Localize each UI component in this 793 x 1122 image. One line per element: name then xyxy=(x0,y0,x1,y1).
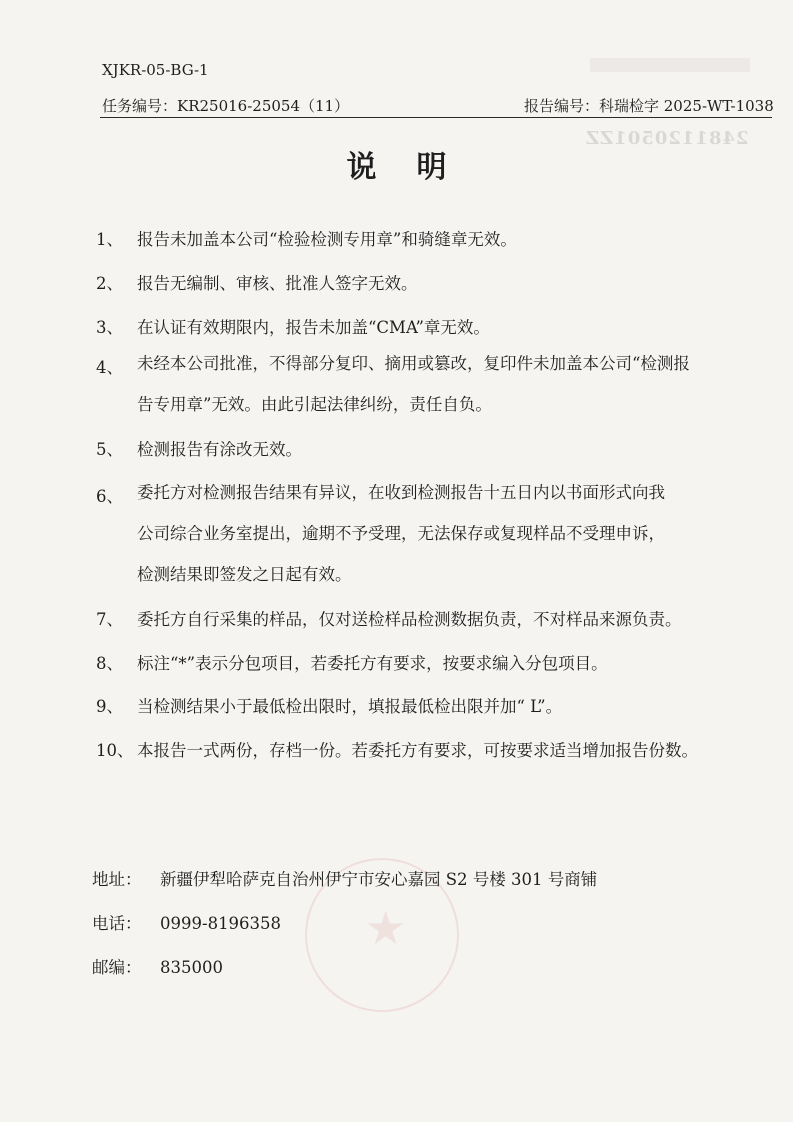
seal-star-icon: ★ xyxy=(365,901,407,955)
phone-label: 电话： xyxy=(92,914,142,933)
item-text: 标注“*”表示分包项目，若委托方有要求，按要求编入分包项目。 xyxy=(137,654,608,673)
item-number: 2、 xyxy=(96,274,123,293)
item-number: 7、 xyxy=(96,610,123,629)
item-number: 9、 xyxy=(96,697,123,716)
item-text: 告专用章”无效。由此引起法律纠纷，责任自负。 xyxy=(137,395,492,414)
item-text: 未经本公司批准，不得部分复印、摘用或篡改，复印件未加盖本公司“检测报 xyxy=(137,354,690,373)
item-number: 10、 xyxy=(96,741,134,760)
document-code: XJKR-05-BG-1 xyxy=(102,61,209,79)
address-line xyxy=(92,866,597,890)
item-text: 报告未加盖本公司“检验检测专用章”和骑缝章无效。 xyxy=(137,230,517,249)
item-number: 6、 xyxy=(96,487,123,506)
item-number: 4、 xyxy=(96,358,123,377)
phone-line xyxy=(92,910,281,934)
address-value: 新疆伊犁哈萨克自治州伊宁市安心嘉园 S2 号楼 301 号商铺 xyxy=(160,870,598,889)
item-text: 当检测结果小于最低检出限时，填报最低检出限并加“ L”。 xyxy=(137,697,563,716)
item-text: 检测结果即签发之日起有效。 xyxy=(137,565,352,584)
header-divider xyxy=(100,117,772,118)
item-number: 8、 xyxy=(96,654,123,673)
item-text: 公司综合业务室提出，逾期不予受理，无法保存或复现样品不受理申诉， xyxy=(137,524,665,543)
task-number: 任务编号：KR25016-25054（11） xyxy=(102,97,350,115)
postcode-line xyxy=(92,954,223,978)
item-text: 检测报告有涂改无效。 xyxy=(137,440,302,459)
postcode-label: 邮编： xyxy=(92,958,142,977)
item-text: 委托方自行采集的样品，仅对送检样品检测数据负责，不对样品来源负责。 xyxy=(137,610,682,629)
item-number: 5、 xyxy=(96,440,123,459)
bleed-through-number: 2481120501ZZ xyxy=(585,128,749,149)
report-number: 报告编号：科瑞检字 2025-WT-1038 xyxy=(524,97,774,115)
phone-value: 0999-8196358 xyxy=(160,914,282,933)
item-text: 本报告一式两份，存档一份。若委托方有要求，可按要求适当增加报告份数。 xyxy=(137,741,698,760)
item-number: 1、 xyxy=(96,230,123,249)
item-text: 在认证有效期限内，报告未加盖“CMA”章无效。 xyxy=(137,318,490,337)
address-label: 地址： xyxy=(92,870,142,889)
faint-stamp-mark xyxy=(590,58,750,72)
page-title: 说明 xyxy=(346,150,487,185)
postcode-value: 835000 xyxy=(160,958,223,977)
item-number: 3、 xyxy=(96,318,123,337)
item-text: 委托方对检测报告结果有异议，在收到检测报告十五日内以书面形式向我 xyxy=(137,483,665,502)
item-text: 报告无编制、审核、批准人签字无效。 xyxy=(137,274,418,293)
